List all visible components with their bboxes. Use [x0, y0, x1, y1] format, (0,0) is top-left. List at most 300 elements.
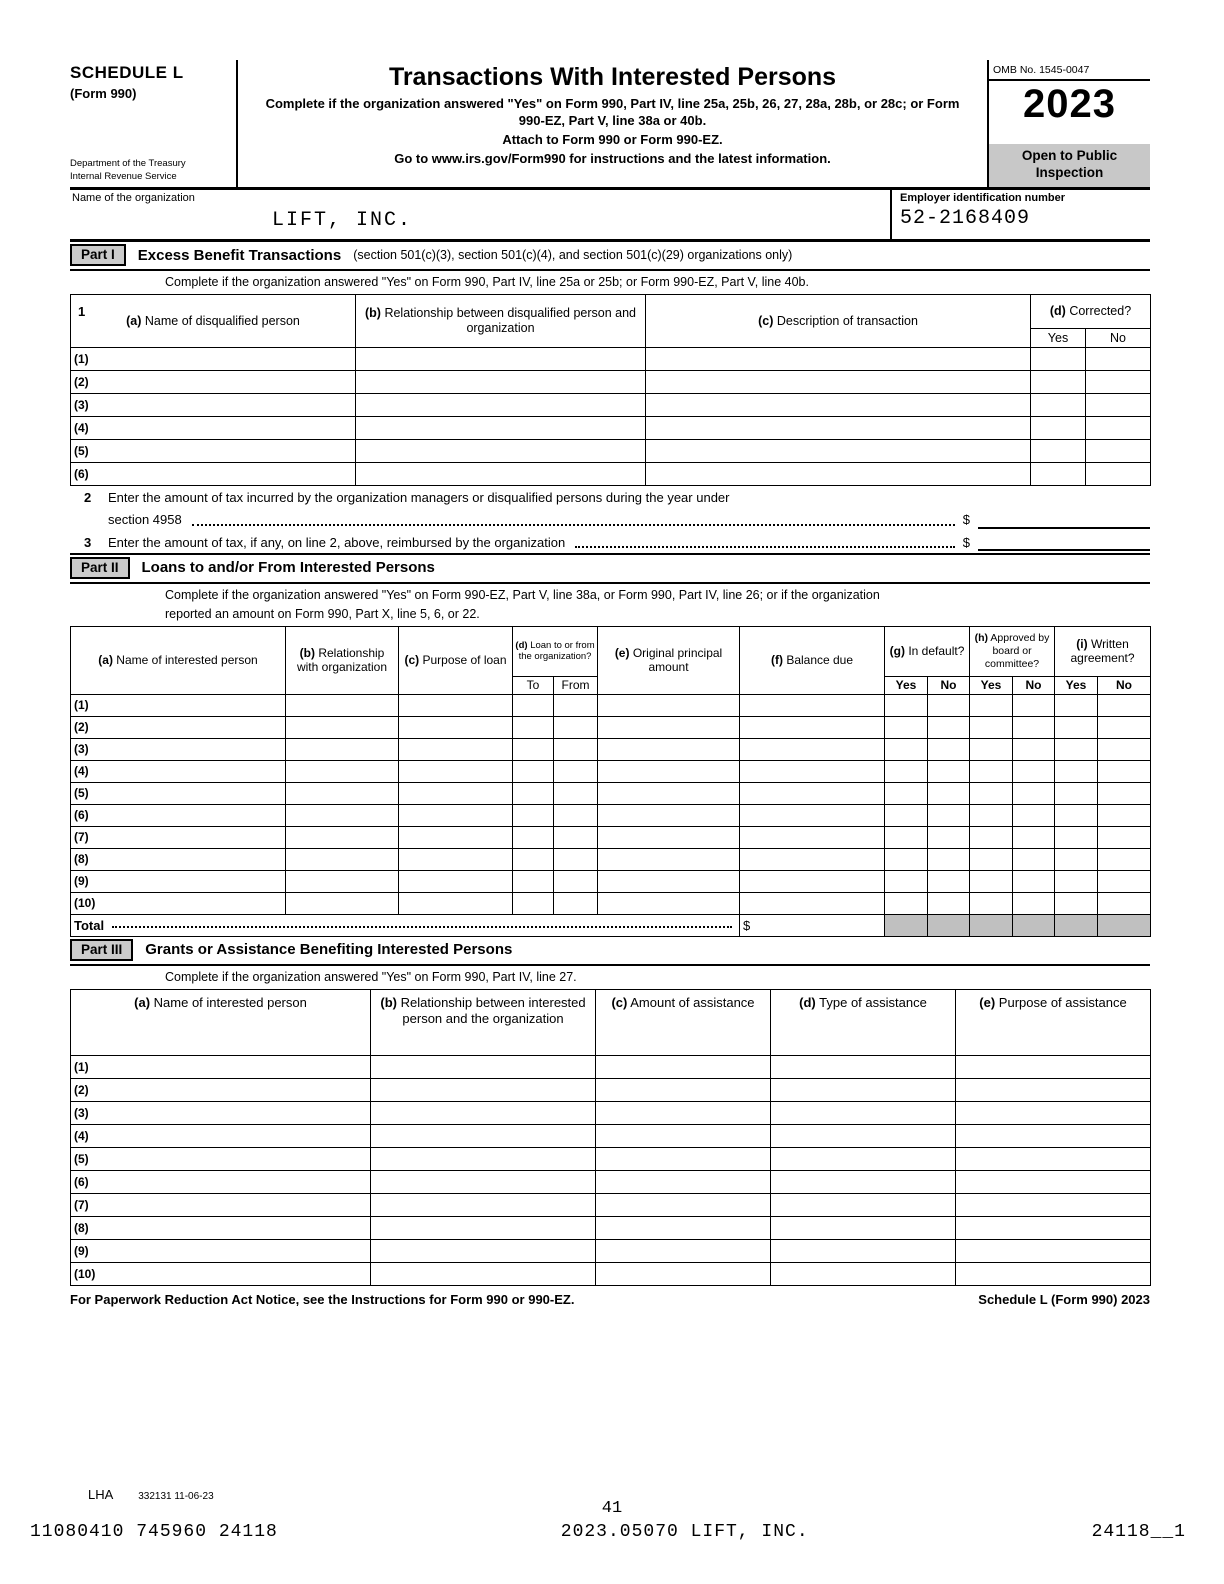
- col-i-prefix: (i): [1076, 636, 1088, 651]
- default-yes-cell: [885, 782, 928, 804]
- col-a-prefix: (a): [98, 653, 113, 668]
- paperwork-notice: For Paperwork Reduction Act Notice, see the Instructions for Form 990 or 990-EZ.: [70, 1291, 575, 1307]
- open-to-public-line1: Open to Public: [1021, 147, 1118, 163]
- default-no-cell: [928, 782, 970, 804]
- line-3: [70, 531, 1150, 553]
- part2-header: [70, 553, 1150, 584]
- principal-cell: [598, 716, 740, 738]
- purpose-cell: [399, 826, 513, 848]
- description-cell: [646, 417, 1031, 440]
- omb-year-block: [987, 60, 1150, 187]
- line-3-amount-field: [978, 535, 1150, 551]
- loan-from-cell: [554, 738, 598, 760]
- agreement-yes-cell: [1055, 848, 1098, 870]
- col-e-text: Purpose of assistance: [998, 994, 1127, 1010]
- balance-cell: [740, 804, 885, 826]
- approved-no-cell: [1013, 870, 1055, 892]
- purpose-cell: [399, 716, 513, 738]
- col-header-balance: [740, 626, 885, 694]
- attach-instruction: Attach to Form 990 or Form 990-EZ.: [502, 131, 723, 147]
- relationship-cell: [356, 394, 646, 417]
- loans-table-head: [71, 626, 1151, 694]
- approved-no-cell: [1013, 738, 1055, 760]
- agreement-yes-cell: [1055, 892, 1098, 914]
- approved-yes-cell: [970, 892, 1013, 914]
- agreement-yes-cell: [1055, 782, 1098, 804]
- total-label: Total: [74, 917, 105, 933]
- approved-no-cell: [1013, 892, 1055, 914]
- shaded-cell: [1098, 914, 1151, 936]
- purpose-cell: [399, 694, 513, 716]
- principal-cell: [598, 760, 740, 782]
- table-row: [71, 440, 1151, 463]
- col-header-disqualified-name: [71, 295, 356, 348]
- purpose-cell: [956, 1262, 1151, 1285]
- type-cell: [771, 1216, 956, 1239]
- corrected-no-header: No: [1086, 329, 1151, 348]
- type-cell: [771, 1170, 956, 1193]
- table-row: [71, 892, 1151, 914]
- principal-cell: [598, 782, 740, 804]
- table-row: [71, 463, 1151, 486]
- grants-rows: [71, 1055, 1151, 1285]
- organization-name-label: Name of the organization: [72, 192, 195, 204]
- row-label-cell: (6): [71, 463, 356, 486]
- principal-cell: [598, 804, 740, 826]
- row-label-cell: (1): [71, 1055, 371, 1078]
- loan-to-cell: [513, 892, 554, 914]
- excess-benefit-table-head: [71, 295, 1151, 348]
- relationship-cell: [371, 1124, 596, 1147]
- part3-title: Grants or Assistance Benefiting Interested Persons: [145, 941, 513, 959]
- relationship-cell: [286, 694, 399, 716]
- col-b-text: Relationship with organization: [296, 645, 388, 675]
- corrected-no-cell: [1086, 371, 1151, 394]
- col-b-text: Relationship between disqualified person and organization: [384, 306, 636, 335]
- table-row: [71, 1055, 1151, 1078]
- purpose-cell: [956, 1078, 1151, 1101]
- table-row: [71, 1147, 1151, 1170]
- relationship-cell: [371, 1147, 596, 1170]
- corrected-yes-cell: [1031, 371, 1086, 394]
- agreement-yes-cell: [1055, 804, 1098, 826]
- approved-no-cell: [1013, 848, 1055, 870]
- line-2: [70, 486, 1150, 508]
- row-label-cell: (1): [71, 694, 286, 716]
- loans-rows: [71, 694, 1151, 914]
- row-label-cell: (4): [71, 417, 356, 440]
- purpose-cell: [399, 738, 513, 760]
- completion-instruction: Complete if the organization answered "Yes" on Form 990, Part IV, line 25a, 25b, 26, 27, 28a, 28b, or 28c; or Form 990-EZ, Part V, line 38a or 40b.: [265, 96, 960, 128]
- shaded-cell: [1013, 914, 1055, 936]
- purpose-cell: [399, 870, 513, 892]
- relationship-cell: [286, 870, 399, 892]
- approved-no-cell: [1013, 804, 1055, 826]
- agency-block: [70, 158, 232, 183]
- default-yes-cell: [885, 804, 928, 826]
- approved-yes-cell: [970, 826, 1013, 848]
- col-g-text: In default?: [908, 644, 965, 659]
- table-row: [71, 1078, 1151, 1101]
- approved-yes-cell: [970, 804, 1013, 826]
- default-yes-cell: [885, 870, 928, 892]
- principal-cell: [598, 694, 740, 716]
- amount-cell: [596, 1239, 771, 1262]
- approved-no-header: No: [1013, 676, 1055, 694]
- default-yes-cell: [885, 694, 928, 716]
- grants-table-head: [71, 989, 1151, 1055]
- agreement-yes-cell: [1055, 694, 1098, 716]
- form-number-label: (Form 990): [70, 86, 137, 101]
- description-cell: [646, 348, 1031, 371]
- loan-from-cell: [554, 848, 598, 870]
- agreement-yes-cell: [1055, 738, 1098, 760]
- line-3-text: Enter the amount of tax, if any, on line 2, above, reimbursed by the organization: [108, 534, 566, 550]
- lha-label: LHA: [88, 1487, 113, 1502]
- line-3-number: 3: [84, 534, 92, 550]
- dotted-leader: [575, 546, 955, 548]
- relationship-cell: [371, 1193, 596, 1216]
- relationship-cell: [371, 1239, 596, 1262]
- agreement-no-cell: [1098, 694, 1151, 716]
- agreement-no-cell: [1098, 760, 1151, 782]
- balance-cell: [740, 826, 885, 848]
- corrected-no-cell: [1086, 394, 1151, 417]
- table-row: [71, 694, 1151, 716]
- description-cell: [646, 440, 1031, 463]
- col-header-interested-name: [71, 626, 286, 694]
- purpose-cell: [956, 1216, 1151, 1239]
- default-yes-cell: [885, 892, 928, 914]
- approved-yes-header: Yes: [970, 676, 1013, 694]
- agreement-yes-cell: [1055, 716, 1098, 738]
- approved-yes-cell: [970, 760, 1013, 782]
- purpose-cell: [956, 1124, 1151, 1147]
- row-label-cell: (3): [71, 394, 356, 417]
- shaded-cell: [1055, 914, 1098, 936]
- table-row: [71, 1124, 1151, 1147]
- total-label-cell: [71, 914, 740, 936]
- relationship-cell: [356, 440, 646, 463]
- ein-label: Employer identification number: [900, 192, 1066, 204]
- col-c-prefix: (c): [611, 994, 628, 1010]
- loan-from-cell: [554, 716, 598, 738]
- row-label-cell: (8): [71, 1216, 371, 1239]
- open-to-public-box: [989, 144, 1150, 187]
- col-header-relationship: [356, 295, 646, 348]
- line-2-continued: [70, 508, 1150, 530]
- col-b-prefix: (b): [299, 645, 315, 660]
- col-header-interested-name: [71, 989, 371, 1055]
- tracking-right: 24118__1: [1091, 1522, 1186, 1542]
- amount-cell: [596, 1170, 771, 1193]
- principal-cell: [598, 826, 740, 848]
- form-identity-block: [70, 60, 238, 187]
- loans-table: [70, 626, 1151, 937]
- amount-cell: [596, 1078, 771, 1101]
- row-label-cell: (6): [71, 804, 286, 826]
- table-row: [71, 1262, 1151, 1285]
- agreement-yes-header: Yes: [1055, 676, 1098, 694]
- part1-header: [70, 242, 1150, 271]
- ein-block: [890, 190, 1150, 239]
- principal-cell: [598, 892, 740, 914]
- schedule-label: SCHEDULE L: [70, 63, 184, 82]
- col-header-approved: [970, 626, 1055, 676]
- corrected-no-cell: [1086, 417, 1151, 440]
- col-a-text: Name of interested person: [153, 994, 307, 1010]
- col-d-text: Loan to or from the organization?: [518, 639, 595, 663]
- loan-to-cell: [513, 826, 554, 848]
- relationship-cell: [356, 463, 646, 486]
- amount-cell: [596, 1262, 771, 1285]
- balance-cell: [740, 892, 885, 914]
- loan-to-cell: [513, 760, 554, 782]
- approved-yes-cell: [970, 782, 1013, 804]
- table-row: [71, 782, 1151, 804]
- relationship-cell: [286, 782, 399, 804]
- purpose-cell: [956, 1055, 1151, 1078]
- relationship-cell: [356, 371, 646, 394]
- amount-cell: [596, 1055, 771, 1078]
- tax-year: 2023: [1023, 82, 1116, 126]
- row-label-cell: (3): [71, 1101, 371, 1124]
- col-header-loan-direction: [513, 626, 598, 676]
- col-b-prefix: (b): [364, 306, 381, 320]
- loan-from-cell: [554, 892, 598, 914]
- approved-no-cell: [1013, 760, 1055, 782]
- part2-complete-if-line1: Complete if the organization answered "Yes" on Form 990-EZ, Part V, line 38a, or Form 990, Part IV, line 26; or if the organization: [165, 587, 880, 602]
- line-2-text: Enter the amount of tax incurred by the organization managers or disqualified persons during the year under: [108, 490, 730, 505]
- description-cell: [646, 463, 1031, 486]
- col-c-prefix: (c): [404, 653, 420, 668]
- agreement-no-cell: [1098, 826, 1151, 848]
- dotted-leader: [112, 926, 732, 928]
- table-row: [71, 1239, 1151, 1262]
- agreement-no-cell: [1098, 848, 1151, 870]
- table-row: [71, 804, 1151, 826]
- website-instruction: Go to www.irs.gov/Form990 for instructions and the latest information.: [394, 150, 831, 166]
- total-dollar-cell: $: [740, 914, 885, 936]
- relationship-cell: [371, 1262, 596, 1285]
- col-h-prefix: (h): [974, 632, 989, 645]
- row-label-cell: (6): [71, 1170, 371, 1193]
- table-row: [71, 870, 1151, 892]
- table-row: [71, 760, 1151, 782]
- principal-cell: [598, 848, 740, 870]
- default-no-cell: [928, 826, 970, 848]
- approved-yes-cell: [970, 716, 1013, 738]
- col-d-prefix: (d): [515, 639, 528, 651]
- col-header-corrected: [1031, 295, 1151, 329]
- organization-name-block: [70, 190, 890, 239]
- col-e-text: Original principal amount: [632, 645, 723, 675]
- table-row: [71, 371, 1151, 394]
- approved-no-cell: [1013, 782, 1055, 804]
- default-yes-cell: [885, 716, 928, 738]
- part2-complete-if-line2: reported an amount on Form 990, Part X, line 5, 6, or 22.: [165, 606, 480, 621]
- row-label-cell: (2): [71, 371, 356, 394]
- table-row: [71, 417, 1151, 440]
- purpose-cell: [956, 1147, 1151, 1170]
- type-cell: [771, 1055, 956, 1078]
- description-cell: [646, 371, 1031, 394]
- default-no-cell: [928, 738, 970, 760]
- col-d-prefix: (d): [1049, 304, 1066, 318]
- col-c-text: Description of transaction: [776, 313, 918, 328]
- approved-no-cell: [1013, 826, 1055, 848]
- part2-label-box: Part II: [70, 557, 130, 579]
- approved-yes-cell: [970, 694, 1013, 716]
- table-row: [71, 1216, 1151, 1239]
- loan-from-cell: [554, 760, 598, 782]
- col-i-text: Written agreement?: [1070, 636, 1135, 666]
- balance-cell: [740, 760, 885, 782]
- row-label-cell: (5): [71, 1147, 371, 1170]
- balance-cell: [740, 716, 885, 738]
- loan-to-cell: [513, 716, 554, 738]
- default-no-cell: [928, 870, 970, 892]
- loan-to-cell: [513, 804, 554, 826]
- type-cell: [771, 1101, 956, 1124]
- col-d-text: Type of assistance: [819, 994, 927, 1010]
- tracking-center: 2023.05070 LIFT, INC.: [560, 1522, 809, 1542]
- table-row: [71, 348, 1151, 371]
- shaded-cell: [885, 914, 928, 936]
- loan-to-cell: [513, 870, 554, 892]
- agreement-no-cell: [1098, 804, 1151, 826]
- relationship-cell: [371, 1078, 596, 1101]
- table-row: [71, 1193, 1151, 1216]
- default-no-cell: [928, 694, 970, 716]
- balance-cell: [740, 848, 885, 870]
- grants-table: [70, 989, 1151, 1286]
- col-d-text: Corrected?: [1069, 304, 1132, 318]
- part1-label-box: Part I: [70, 244, 126, 266]
- row-label-cell: (10): [71, 1262, 371, 1285]
- amount-cell: [596, 1193, 771, 1216]
- agreement-no-cell: [1098, 892, 1151, 914]
- corrected-yes-cell: [1031, 440, 1086, 463]
- purpose-cell: [956, 1239, 1151, 1262]
- type-cell: [771, 1147, 956, 1170]
- part3-header: [70, 937, 1150, 966]
- part1-title: Excess Benefit Transactions: [137, 246, 342, 264]
- agreement-no-cell: [1098, 870, 1151, 892]
- relationship-cell: [286, 760, 399, 782]
- row-label-cell: (2): [71, 1078, 371, 1101]
- row-label-cell: (9): [71, 1239, 371, 1262]
- purpose-cell: [399, 760, 513, 782]
- part1-complete-if: Complete if the organization answered "Yes" on Form 990, Part IV, line 25a or 25b; or Form 990-EZ, Part V, line 40b.: [165, 275, 809, 289]
- row-label-cell: (7): [71, 1193, 371, 1216]
- purpose-cell: [399, 848, 513, 870]
- loan-from-header: From: [554, 676, 598, 694]
- default-yes-cell: [885, 826, 928, 848]
- col-header-purpose: [956, 989, 1151, 1055]
- lha-code: 332131 11-06-23: [138, 1491, 214, 1502]
- col-b-text: Relationship between interested person and the organization: [400, 994, 586, 1026]
- col-header-agreement: [1055, 626, 1151, 676]
- organization-row: [70, 190, 1150, 242]
- loan-from-cell: [554, 804, 598, 826]
- purpose-cell: [956, 1193, 1151, 1216]
- type-cell: [771, 1262, 956, 1285]
- table-row: [71, 738, 1151, 760]
- approved-yes-cell: [970, 870, 1013, 892]
- balance-cell: [740, 782, 885, 804]
- balance-cell: [740, 694, 885, 716]
- type-cell: [771, 1239, 956, 1262]
- amount-cell: [596, 1147, 771, 1170]
- type-cell: [771, 1124, 956, 1147]
- purpose-cell: [956, 1101, 1151, 1124]
- relationship-cell: [286, 738, 399, 760]
- principal-cell: [598, 870, 740, 892]
- approved-yes-cell: [970, 848, 1013, 870]
- default-no-header: No: [928, 676, 970, 694]
- corrected-no-cell: [1086, 440, 1151, 463]
- agreement-no-cell: [1098, 782, 1151, 804]
- excess-benefit-rows: [71, 348, 1151, 486]
- col-a-prefix: (a): [134, 994, 151, 1010]
- amount-cell: [596, 1101, 771, 1124]
- excess-benefit-table: [70, 294, 1151, 486]
- corrected-yes-cell: [1031, 394, 1086, 417]
- default-no-cell: [928, 892, 970, 914]
- col-e-prefix: (e): [979, 994, 996, 1010]
- tracking-left: 11080410 745960 24118: [30, 1522, 278, 1542]
- col-header-relationship: [371, 989, 596, 1055]
- agreement-no-header: No: [1098, 676, 1151, 694]
- col-header-description: [646, 295, 1031, 348]
- table-row: [71, 716, 1151, 738]
- col-header-purpose: [399, 626, 513, 694]
- relationship-cell: [371, 1170, 596, 1193]
- purpose-cell: [956, 1170, 1151, 1193]
- default-yes-cell: [885, 848, 928, 870]
- total-row: [71, 914, 1151, 936]
- line-2-amount-field: [978, 513, 1150, 529]
- shaded-cell: [970, 914, 1013, 936]
- row-label-cell: (4): [71, 760, 286, 782]
- purpose-cell: [399, 782, 513, 804]
- col-h-text: Approved by board or committee?: [984, 632, 1050, 670]
- table-row: [71, 848, 1151, 870]
- part2-title: Loans to and/or From Interested Persons: [141, 559, 435, 577]
- col-b-prefix: (b): [380, 994, 397, 1010]
- default-no-cell: [928, 848, 970, 870]
- relationship-cell: [286, 892, 399, 914]
- row-label-cell: (3): [71, 738, 286, 760]
- loan-from-cell: [554, 870, 598, 892]
- omb-number: OMB No. 1545-0047: [989, 60, 1150, 81]
- part3-label-box: Part III: [70, 939, 133, 961]
- relationship-cell: [371, 1055, 596, 1078]
- col-header-default: [885, 626, 970, 676]
- table-row: [71, 1101, 1151, 1124]
- irs-label: Internal Revenue Service: [70, 170, 177, 182]
- row-label-cell: (2): [71, 716, 286, 738]
- col-d-prefix: (d): [799, 994, 816, 1010]
- relationship-cell: [286, 804, 399, 826]
- loans-total: [71, 914, 1151, 936]
- relationship-cell: [286, 826, 399, 848]
- col-header-principal: [598, 626, 740, 694]
- approved-no-cell: [1013, 694, 1055, 716]
- table-row: [71, 1170, 1151, 1193]
- part3-complete-if: Complete if the organization answered "Yes" on Form 990, Part IV, line 27.: [165, 969, 577, 984]
